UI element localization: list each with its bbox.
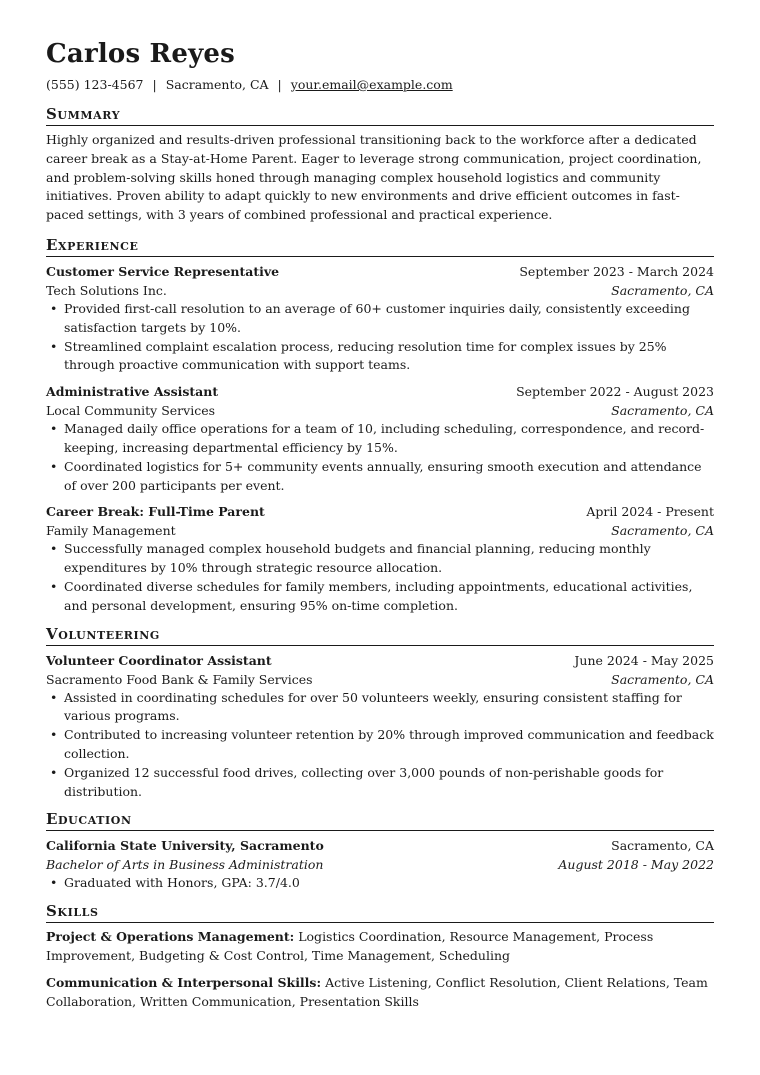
email-link[interactable]: your.email@example.com (290, 77, 453, 92)
bullet-item: • Organized 12 successful food drives, collecting over 3,000 pounds of non-perishable goods for distribution. (46, 764, 714, 802)
volunteer-org: Sacramento Food Bank & Family Services (46, 671, 313, 687)
bullet-item: • Graduated with Honors, GPA: 3.7/4.0 (46, 874, 714, 893)
education-dates: August 2018 - May 2022 (558, 857, 714, 873)
volunteer-bullets (46, 689, 714, 802)
skill-group (46, 974, 714, 1012)
skill-group-label: Project & Operations Management: (46, 929, 295, 945)
employer: Family Management (46, 523, 176, 539)
volunteer-role: Volunteer Coordinator Assistant (46, 652, 272, 668)
job-title: Administrative Assistant (46, 384, 219, 400)
experience-section (46, 235, 714, 616)
experience-entry (46, 382, 714, 495)
contact-separator: | (277, 77, 282, 92)
section-title-volunteering: Volunteering (46, 624, 714, 646)
employer: Tech Solutions Inc. (46, 282, 167, 298)
job-dates: April 2024 - Present (586, 504, 714, 520)
bullet-item: • Managed daily office operations for a team of 10, including scheduling, correspondence, and record-keeping, increasing departmental efficiency by 15%. (46, 420, 714, 458)
job-bullets (46, 300, 714, 375)
job-location: Sacramento, CA (611, 523, 714, 539)
bullet-item: • Contributed to increasing volunteer retention by 20% through improved communication and feedback collection. (46, 726, 714, 764)
experience-entry (46, 262, 714, 375)
skills-section (46, 901, 714, 1011)
bullet-item: • Coordinated diverse schedules for family members, including appointments, educational activities, and personal development, ensuring 95% on-time completion. (46, 578, 714, 616)
job-bullets (46, 420, 714, 495)
experience-entry (46, 502, 714, 615)
job-dates: September 2022 - August 2023 (516, 384, 714, 400)
location: Sacramento, CA (165, 77, 269, 92)
school-name: California State University, Sacramento (46, 838, 324, 854)
phone-number: (555) 123-4567 (46, 77, 144, 92)
bullet-item: • Assisted in coordinating schedules for over 50 volunteers weekly, ensuring consistent staffing for various programs. (46, 689, 714, 727)
skill-group-text: Active Listening, Conflict Resolution, Client Relations, Team Collaboration, Written Communication, Presentation Skills (46, 974, 708, 1009)
education-section (46, 809, 714, 893)
summary-section (46, 104, 714, 225)
section-title-experience: Experience (46, 235, 714, 257)
degree: Bachelor of Arts in Business Administration (46, 857, 324, 873)
job-title: Customer Service Representative (46, 263, 280, 279)
skill-group-label: Communication & Interpersonal Skills: (46, 974, 322, 990)
volunteer-dates: June 2024 - May 2025 (574, 652, 714, 668)
skill-group-text: Logistics Coordination, Resource Management, Process Improvement, Budgeting & Cost Control, Time Management, Scheduling (46, 929, 654, 963)
skill-group (46, 928, 714, 966)
candidate-name: Carlos Reyes (46, 39, 235, 69)
job-bullets (46, 540, 714, 615)
volunteer-location: Sacramento, CA (611, 671, 714, 687)
bullet-item: • Streamlined complaint escalation process, reducing resolution time for complex issues by 25% through proactive communication with support teams. (46, 338, 714, 376)
section-title-skills: Skills (46, 901, 714, 923)
job-dates: September 2023 - March 2024 (519, 263, 714, 279)
volunteering-section (46, 624, 714, 802)
education-bullets (46, 874, 714, 893)
school-location: Sacramento, CA (611, 838, 714, 854)
section-title-summary: Summary (46, 104, 714, 126)
contact-separator: | (152, 77, 157, 92)
contact-line (46, 76, 714, 94)
bullet-item: • Coordinated logistics for 5+ community events annually, ensuring smooth execution and attendance of over 200 participants per event. (46, 458, 714, 496)
education-entry (46, 836, 714, 893)
job-title: Career Break: Full-Time Parent (46, 504, 265, 520)
job-location: Sacramento, CA (611, 403, 714, 419)
resume-header (46, 38, 714, 94)
summary-text: Highly organized and results-driven professional transitioning back to the workforce after a dedicated career break as a Stay-at-Home Parent. Eager to leverage strong communication, project coordination, and problem-solving skills honed through managing complex household logistics and community initiatives. Proven ability to adapt quickly to new environments and drive efficient outcomes in fast-paced settings, with 3 years of combined professional and practical experience. (46, 132, 702, 223)
volunteer-entry (46, 651, 714, 802)
bullet-item: • Successfully managed complex household budgets and financial planning, reducing monthly expenditures by 10% through strategic resource allocation. (46, 540, 714, 578)
job-location: Sacramento, CA (611, 282, 714, 298)
employer: Local Community Services (46, 403, 216, 419)
section-title-education: Education (46, 809, 714, 831)
bullet-item: • Provided first-call resolution to an average of 60+ customer inquiries daily, consistently exceeding satisfaction targets by 10%. (46, 300, 714, 338)
